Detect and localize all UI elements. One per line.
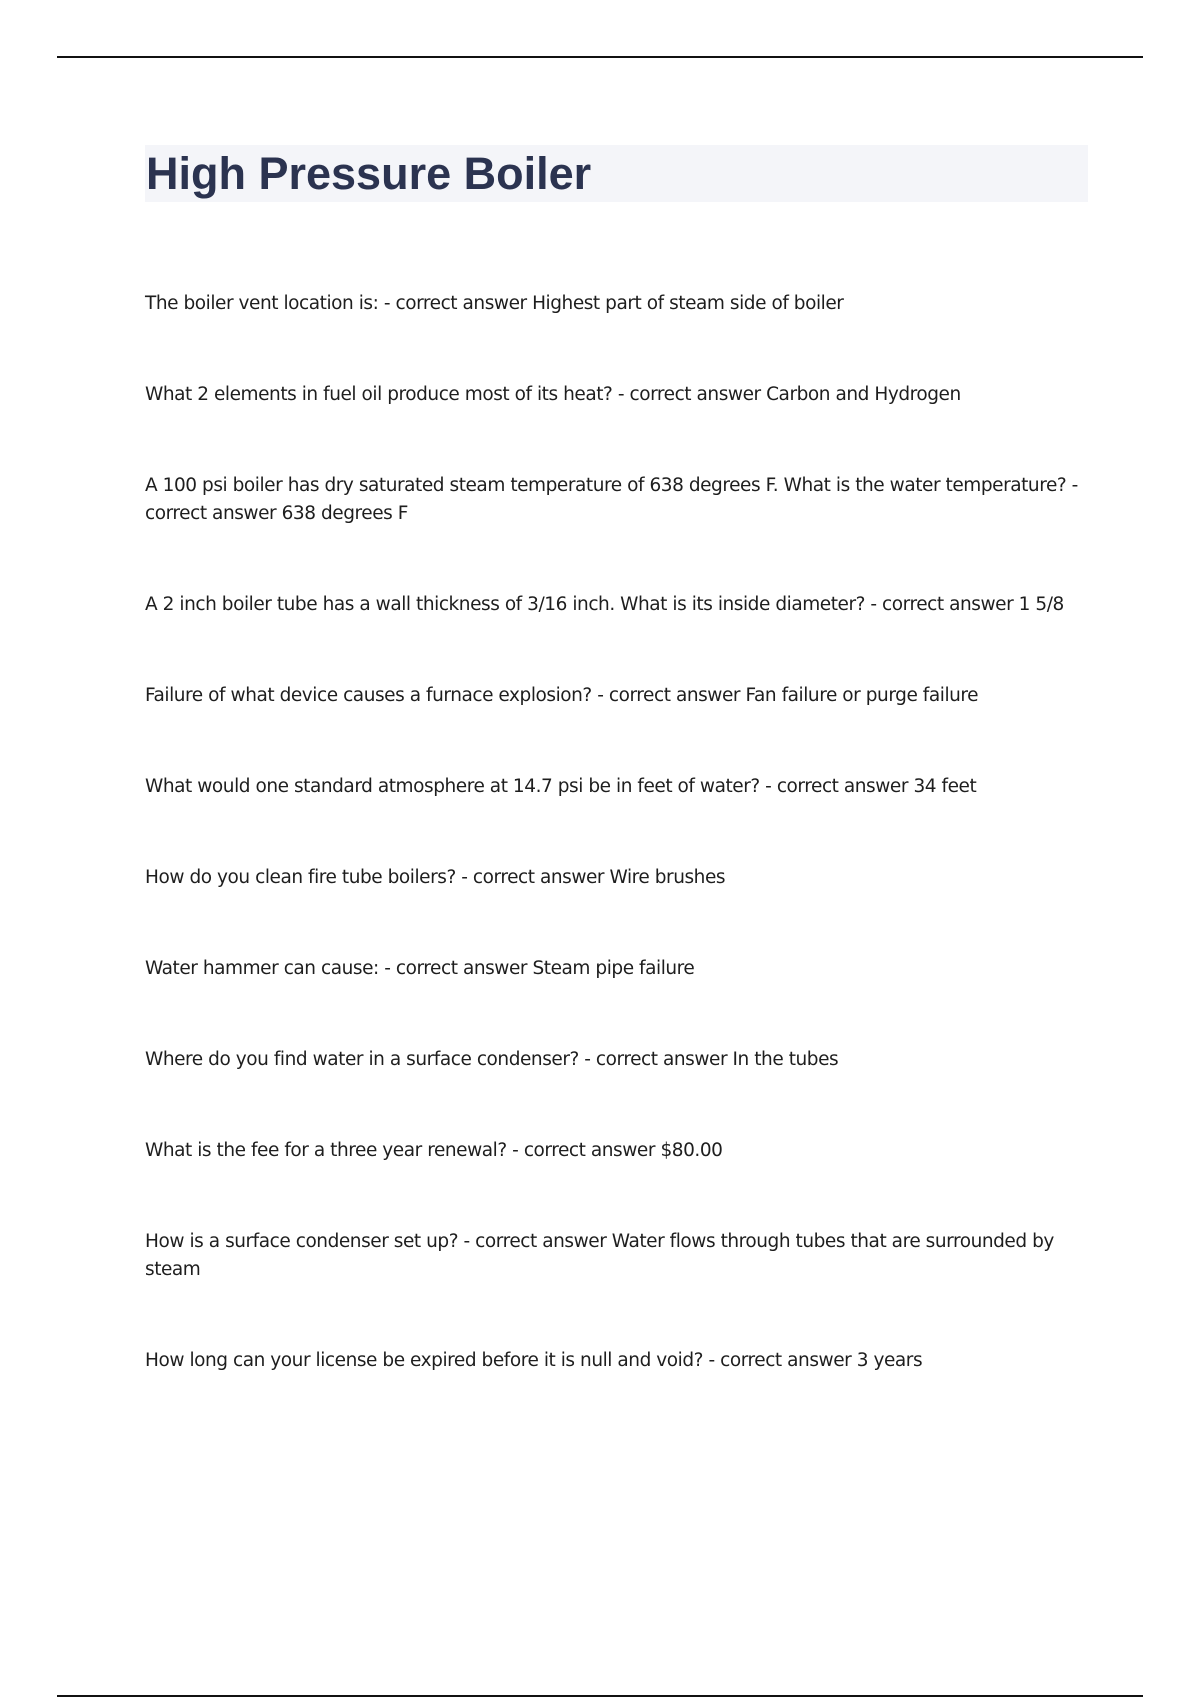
- answer-separator: - correct answer: [506, 1140, 661, 1161]
- answer-text: Wire brushes: [609, 867, 726, 888]
- answer-text: $80.00: [660, 1140, 723, 1161]
- qa-item-4: [145, 591, 1090, 619]
- answer-text: Steam pipe failure: [532, 958, 695, 979]
- question-text: How do you clean fire tube boilers?: [145, 867, 456, 888]
- answer-text: 3 years: [856, 1350, 923, 1371]
- answer-separator: - correct answer: [703, 1350, 857, 1371]
- answer-separator: - correct answer: [612, 384, 767, 405]
- answer-separator: - correct answer: [458, 1231, 612, 1252]
- qa-item-11: [145, 1228, 1090, 1284]
- answer-text: Highest part of steam side of boiler: [532, 293, 844, 314]
- question-text: The boiler vent location is:: [145, 293, 379, 314]
- qa-item-12: [145, 1347, 1090, 1375]
- question-text: A 2 inch boiler tube has a wall thickness of 3/16 inch. What is its inside diameter?: [145, 594, 865, 615]
- qa-list: [145, 290, 1090, 1438]
- qa-item-1: [145, 290, 1090, 318]
- answer-text: 1 5/8: [1018, 594, 1064, 615]
- answer-text: In the tubes: [732, 1049, 839, 1070]
- title-banner: [145, 145, 1088, 202]
- top-divider: [57, 56, 1143, 58]
- qa-item-3: [145, 472, 1090, 528]
- answer-text: Carbon and Hydrogen: [766, 384, 961, 405]
- answer-text: 638 degrees F: [281, 503, 408, 524]
- question-text: What would one standard atmosphere at 14.7 psi be in feet of water?: [145, 776, 760, 797]
- question-text: Where do you find water in a surface condenser?: [145, 1049, 579, 1070]
- question-text: How long can your license be expired before it is null and void?: [145, 1350, 704, 1371]
- qa-item-5: [145, 682, 1090, 710]
- qa-item-7: [145, 864, 1090, 892]
- qa-item-9: [145, 1046, 1090, 1074]
- answer-separator: - correct answer: [145, 475, 1078, 524]
- qa-item-10: [145, 1137, 1090, 1165]
- answer-separator: - correct answer: [455, 867, 610, 888]
- bottom-divider: [57, 1695, 1143, 1697]
- qa-item-6: [145, 773, 1090, 801]
- question-text: A 100 psi boiler has dry saturated steam temperature of 638 degrees F. What is the water temperature?: [145, 475, 1067, 496]
- answer-text: Water flows through tubes that are surrounded by steam: [145, 1231, 1054, 1280]
- question-text: Water hammer can cause:: [145, 958, 379, 979]
- qa-item-2: [145, 381, 1090, 409]
- answer-separator: - correct answer: [591, 685, 746, 706]
- question-text: Failure of what device causes a furnace explosion?: [145, 685, 592, 706]
- answer-text: 34 feet: [913, 776, 977, 797]
- question-text: How is a surface condenser set up?: [145, 1231, 459, 1252]
- answer-separator: - correct answer: [759, 776, 914, 797]
- question-text: What 2 elements in fuel oil produce most of its heat?: [145, 384, 613, 405]
- answer-separator: - correct answer: [378, 293, 533, 314]
- answer-separator: - correct answer: [578, 1049, 733, 1070]
- question-text: What is the fee for a three year renewal?: [145, 1140, 507, 1161]
- qa-item-8: [145, 955, 1090, 983]
- answer-separator: - correct answer: [864, 594, 1019, 615]
- answer-separator: - correct answer: [378, 958, 533, 979]
- answer-text: Fan failure or purge failure: [745, 685, 979, 706]
- page-title: High Pressure Boiler: [146, 148, 592, 199]
